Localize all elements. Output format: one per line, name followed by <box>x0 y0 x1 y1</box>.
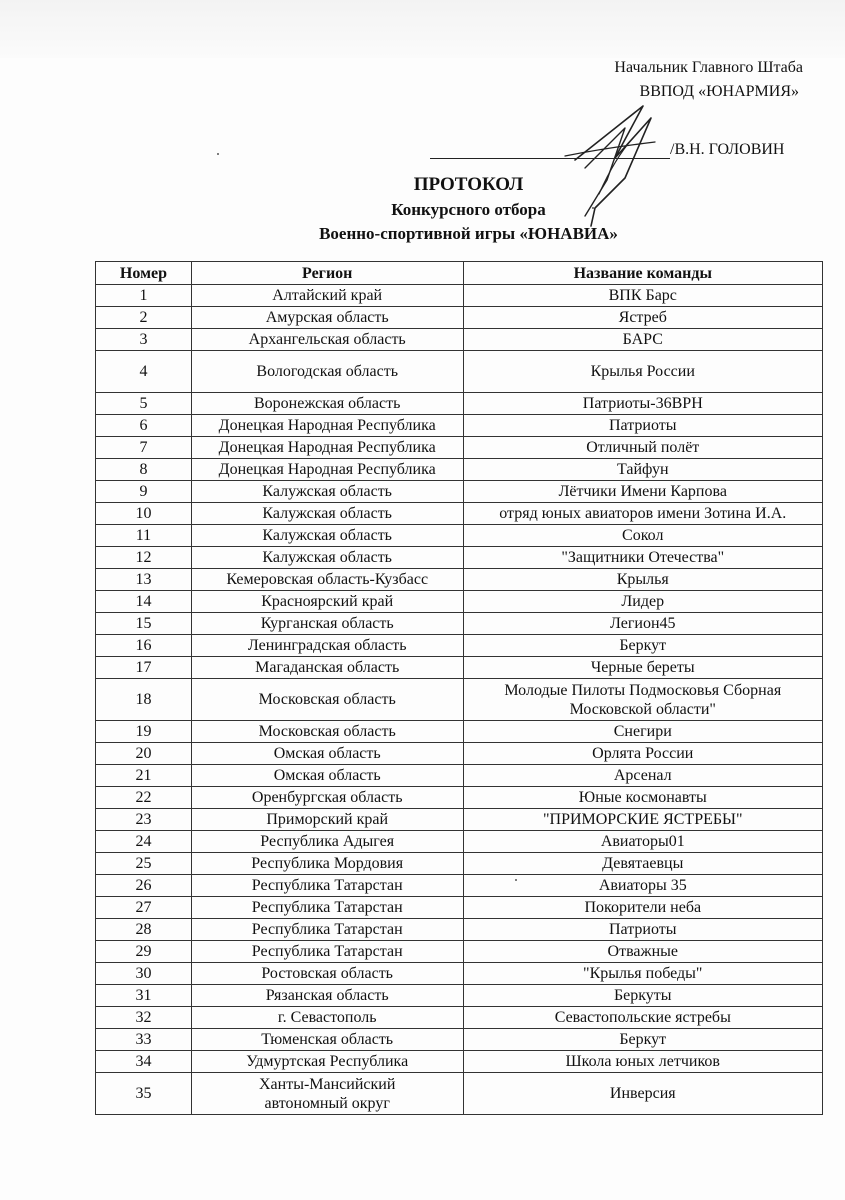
row-team: Крылья <box>463 569 822 591</box>
row-region: Республика Татарстан <box>191 897 463 919</box>
row-number: 22 <box>96 787 192 809</box>
row-team: Орлята России <box>463 743 822 765</box>
row-team: "Крылья победы" <box>463 963 822 985</box>
row-team: Беркут <box>463 635 822 657</box>
row-number: 21 <box>96 765 192 787</box>
table-row <box>96 437 823 459</box>
row-region: Тюменская область <box>191 1029 463 1051</box>
row-team: ВПК Барс <box>463 285 822 307</box>
table-row <box>96 285 823 307</box>
row-region: Донецкая Народная Республика <box>191 459 463 481</box>
row-region: Калужская область <box>191 481 463 503</box>
row-region: Кемеровская область-Кузбасс <box>191 569 463 591</box>
table-row <box>96 415 823 437</box>
table-row <box>96 985 823 1007</box>
row-team: Тайфун <box>463 459 822 481</box>
row-region: Калужская область <box>191 547 463 569</box>
table-row <box>96 459 823 481</box>
scan-top-edge <box>0 0 845 58</box>
table-row <box>96 721 823 743</box>
row-number: 27 <box>96 897 192 919</box>
row-team <box>463 679 822 721</box>
row-region: Республика Татарстан <box>191 875 463 897</box>
row-number: 14 <box>96 591 192 613</box>
row-region: Воронежская область <box>191 393 463 415</box>
row-region: Амурская область <box>191 307 463 329</box>
row-team: Беркут <box>463 1029 822 1051</box>
row-number: 4 <box>96 351 192 393</box>
row-number: 35 <box>96 1073 192 1115</box>
table-row <box>96 787 823 809</box>
table-row <box>96 481 823 503</box>
row-team: Легион45 <box>463 613 822 635</box>
row-team: Патриоты <box>463 919 822 941</box>
row-region: Магаданская область <box>191 657 463 679</box>
row-team: Беркуты <box>463 985 822 1007</box>
document-subtitle-game: Военно-спортивной игры «ЮНАВИА» <box>319 224 618 243</box>
row-team-line: Молодые Пилоты Подмосковья Сборная <box>504 681 782 699</box>
table-row <box>96 941 823 963</box>
table-row <box>96 1029 823 1051</box>
header-team-name: Название команды <box>463 262 822 285</box>
table-row <box>96 809 823 831</box>
table-row <box>96 743 823 765</box>
signer-name: /В.Н. ГОЛОВИН <box>670 141 785 158</box>
table-row <box>96 329 823 351</box>
row-number: 19 <box>96 721 192 743</box>
table-row <box>96 679 823 721</box>
row-region: Калужская область <box>191 525 463 547</box>
row-number: 26 <box>96 875 192 897</box>
table-row <box>96 765 823 787</box>
approval-position: Начальник Главного Штаба <box>614 59 803 76</box>
row-region: Рязанская область <box>191 985 463 1007</box>
row-region <box>191 1073 463 1115</box>
row-team: Снегири <box>463 721 822 743</box>
table-row <box>96 351 823 393</box>
row-number: 15 <box>96 613 192 635</box>
row-team: Ястреб <box>463 307 822 329</box>
row-number: 29 <box>96 941 192 963</box>
row-number: 17 <box>96 657 192 679</box>
row-team: Покорители неба <box>463 897 822 919</box>
row-team: Черные береты <box>463 657 822 679</box>
row-region: г. Севастополь <box>191 1007 463 1029</box>
table-row <box>96 897 823 919</box>
document-title-block <box>95 172 842 246</box>
scan-speck <box>592 207 594 209</box>
row-team: Инверсия <box>463 1073 822 1115</box>
row-region: Ростовская область <box>191 963 463 985</box>
row-team: Школа юных летчиков <box>463 1051 822 1073</box>
row-number: 11 <box>96 525 192 547</box>
row-team: Авиаторы01 <box>463 831 822 853</box>
row-team: Отважные <box>463 941 822 963</box>
row-region: Республика Адыгея <box>191 831 463 853</box>
approval-block <box>614 56 803 104</box>
table-row <box>96 1051 823 1073</box>
row-number: 23 <box>96 809 192 831</box>
row-number: 30 <box>96 963 192 985</box>
table-row <box>96 919 823 941</box>
row-number: 28 <box>96 919 192 941</box>
row-number: 5 <box>96 393 192 415</box>
table-row <box>96 525 823 547</box>
table-row <box>96 1007 823 1029</box>
table-row <box>96 591 823 613</box>
table-header-row <box>96 262 823 285</box>
row-number: 20 <box>96 743 192 765</box>
row-team: Крылья России <box>463 351 822 393</box>
row-region: Донецкая Народная Республика <box>191 437 463 459</box>
row-region: Архангельская область <box>191 329 463 351</box>
row-region: Ленинградская область <box>191 635 463 657</box>
row-number: 32 <box>96 1007 192 1029</box>
approval-organization: ВВПОД «ЮНАРМИЯ» <box>639 83 799 100</box>
row-number: 1 <box>96 285 192 307</box>
header-region: Регион <box>191 262 463 285</box>
row-region: Алтайский край <box>191 285 463 307</box>
row-region: Омская область <box>191 743 463 765</box>
row-team: Девятаевцы <box>463 853 822 875</box>
row-team: отряд юных авиаторов имени Зотина И.А. <box>463 503 822 525</box>
row-region: Удмуртская Республика <box>191 1051 463 1073</box>
row-team: Авиаторы 35 <box>463 875 822 897</box>
row-region: Калужская область <box>191 503 463 525</box>
table-row <box>96 1073 823 1115</box>
row-team-line: Московской области" <box>569 700 716 718</box>
row-number: 10 <box>96 503 192 525</box>
row-team: Лётчики Имени Карпова <box>463 481 822 503</box>
row-number: 2 <box>96 307 192 329</box>
table-row <box>96 635 823 657</box>
table-row <box>96 831 823 853</box>
row-region: Республика Татарстан <box>191 919 463 941</box>
scan-speck <box>515 879 517 881</box>
row-region-line: Ханты-Мансийский <box>259 1075 396 1093</box>
row-region: Оренбургская область <box>191 787 463 809</box>
table-row <box>96 613 823 635</box>
row-number: 31 <box>96 985 192 1007</box>
row-team: Патриоты <box>463 415 822 437</box>
row-number: 8 <box>96 459 192 481</box>
row-number: 34 <box>96 1051 192 1073</box>
row-team: Юные космонавты <box>463 787 822 809</box>
row-region: Омская область <box>191 765 463 787</box>
row-number: 33 <box>96 1029 192 1051</box>
teams-table <box>95 261 823 1115</box>
table-row <box>96 503 823 525</box>
row-number: 24 <box>96 831 192 853</box>
table-row <box>96 875 823 897</box>
table-row <box>96 569 823 591</box>
table-row <box>96 853 823 875</box>
row-region: Республика Мордовия <box>191 853 463 875</box>
row-team: Отличный полёт <box>463 437 822 459</box>
row-region-line: автономный округ <box>264 1094 390 1112</box>
row-number: 9 <box>96 481 192 503</box>
row-number: 12 <box>96 547 192 569</box>
row-region: Московская область <box>191 679 463 721</box>
row-number: 25 <box>96 853 192 875</box>
row-region: Приморский край <box>191 809 463 831</box>
table-row <box>96 963 823 985</box>
row-number: 6 <box>96 415 192 437</box>
document-title: ПРОТОКОЛ <box>413 174 524 195</box>
row-team: Лидер <box>463 591 822 613</box>
row-team: Патриоты-36ВРН <box>463 393 822 415</box>
row-team: БАРС <box>463 329 822 351</box>
row-team: Севастопольские ястребы <box>463 1007 822 1029</box>
table-row <box>96 307 823 329</box>
row-region: Вологодская область <box>191 351 463 393</box>
row-region: Красноярский край <box>191 591 463 613</box>
row-number: 3 <box>96 329 192 351</box>
row-team: Сокол <box>463 525 822 547</box>
table-row <box>96 657 823 679</box>
row-number: 18 <box>96 679 192 721</box>
row-number: 16 <box>96 635 192 657</box>
row-team: "ПРИМОРСКИЕ ЯСТРЕБЫ" <box>463 809 822 831</box>
header-number: Номер <box>96 262 192 285</box>
row-region: Республика Татарстан <box>191 941 463 963</box>
table-row <box>96 393 823 415</box>
table-row <box>96 547 823 569</box>
scan-speck <box>217 153 219 155</box>
document-subtitle: Конкурсного отбора <box>391 200 546 219</box>
row-region: Донецкая Народная Республика <box>191 415 463 437</box>
row-number: 13 <box>96 569 192 591</box>
row-number: 7 <box>96 437 192 459</box>
row-region: Московская область <box>191 721 463 743</box>
row-team: "Защитники Отечества" <box>463 547 822 569</box>
row-region: Курганская область <box>191 613 463 635</box>
row-team: Арсенал <box>463 765 822 787</box>
